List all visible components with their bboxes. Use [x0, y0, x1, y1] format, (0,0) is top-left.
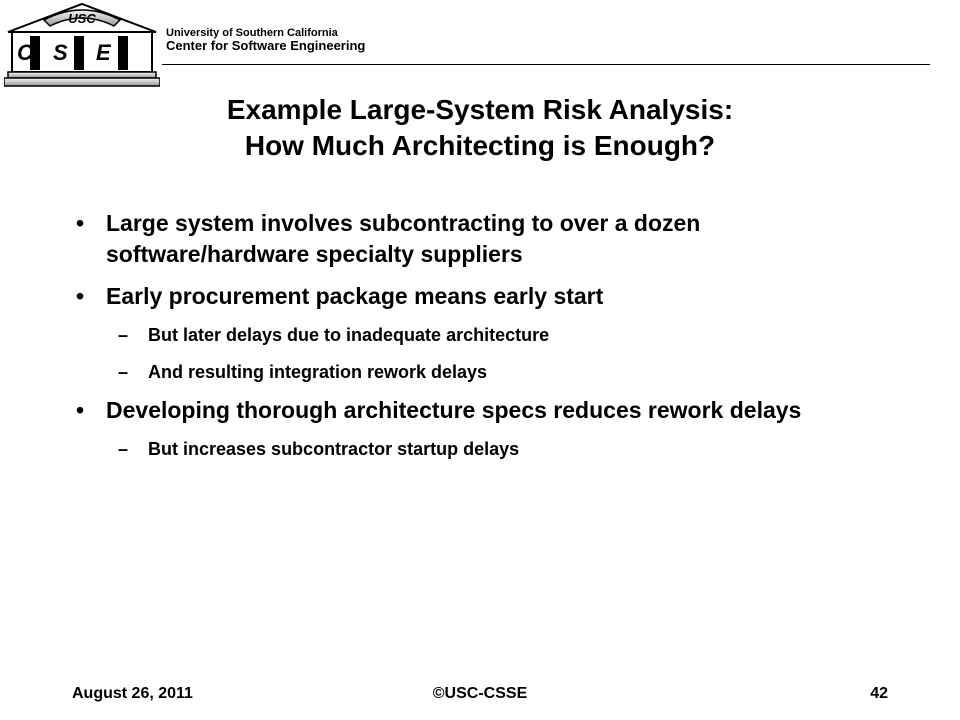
usc-cse-logo: [4, 2, 160, 88]
bullet-icon: •: [76, 210, 85, 236]
footer-date: August 26, 2011: [72, 685, 193, 702]
logo-letter-c: C: [17, 40, 33, 65]
slide-title: [60, 92, 900, 164]
slide-title-line-1: Example Large-System Risk Analysis:: [226, 94, 734, 125]
slide-title-line-2: How Much Architecting is Enough?: [244, 129, 716, 161]
bullet-text: Early procurement package means early start: [106, 282, 604, 309]
header-divider: [162, 64, 930, 65]
bullet-text: Developing thorough architecture specs reduces rework delays: [106, 396, 802, 423]
bullet-item: [72, 395, 872, 426]
bullet-icon: •: [76, 282, 85, 309]
slide-content: [72, 208, 872, 462]
sub-bullet-text: And resulting integration rework delays: [148, 361, 488, 382]
dash-icon: –: [118, 439, 129, 460]
sub-bullet-text: But later delays due to inadequate architecture: [148, 325, 550, 346]
center-name: Center for Software Engineering: [166, 38, 366, 54]
bullet-text: Large system involves subcontracting to over a dozen software/hardware specialty suppliers: [106, 210, 701, 267]
sub-bullet-item: [72, 360, 872, 384]
dash-icon: –: [118, 325, 129, 346]
page-number: 42: [870, 685, 888, 702]
logo-letter-e: E: [96, 40, 111, 65]
header-text: [166, 27, 365, 53]
bullet-item: [72, 208, 872, 270]
sub-bullet-text: But increases subcontractor startup delays: [148, 439, 520, 460]
sub-bullet-item: [72, 437, 872, 461]
sub-bullet-item: [72, 323, 872, 347]
bullet-item: [72, 281, 872, 312]
logo-arch-text: USC: [68, 11, 96, 26]
footer-copyright: ©USC-CSSE: [432, 685, 528, 702]
bullet-icon: •: [76, 396, 85, 423]
logo-letter-s: S: [53, 40, 68, 65]
dash-icon: –: [118, 361, 129, 382]
university-name: University of Southern California: [166, 27, 338, 39]
